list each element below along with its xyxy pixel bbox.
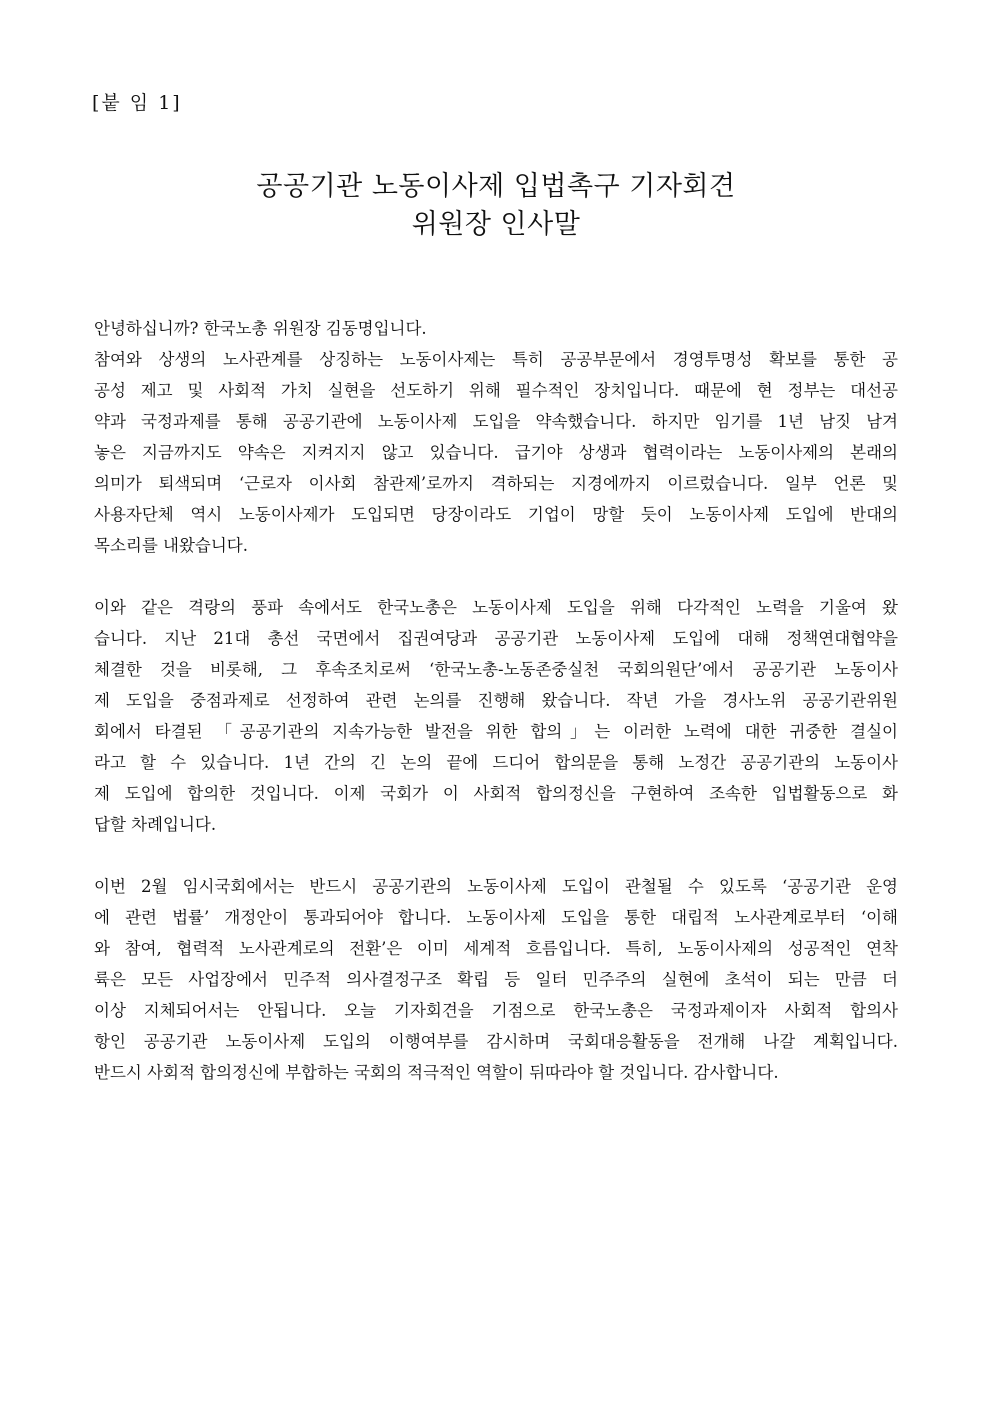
paragraph — [94, 313, 898, 561]
text-line: 에 관련 법률’ 개정안이 통과되어야 합니다. 노동이사제 도입을 통한 대립적 노사관계로부터 ‘이해 — [94, 908, 898, 927]
text-line: 륙은 모든 사업장에서 민주적 의사결정구조 확립 등 일터 민주주의 실현에 초석이 되는 만큼 더 — [94, 970, 898, 989]
text-line: 공성 제고 및 사회적 가치 실현을 선도하기 위해 필수적인 장치입니다. 때문에 현 정부는 대선공 — [94, 381, 898, 400]
text-line: 제 도입을 중점과제로 선정하여 관련 논의를 진행해 왔습니다. 작년 가을 경사노위 공공기관위원 — [94, 691, 898, 710]
text-line: 목소리를 내왔습니다. — [94, 536, 248, 555]
text-line: 항인 공공기관 노동이사제 도입의 이행여부를 감시하며 국회대응활동을 전개해 나갈 계획입니다. — [94, 1032, 898, 1051]
text-line: 답할 차례입니다. — [94, 815, 217, 834]
text-line: 놓은 지금까지도 약속은 지켜지지 않고 있습니다. 급기야 상생과 협력이라는 노동이사제의 본래의 — [94, 443, 898, 462]
text-line: 체결한 것을 비롯해, 그 후속조치로써 ‘한국노총-노동존중실천 국회의원단’에서 공공기관 노동이사 — [94, 660, 898, 679]
text-line: 이번 2월 임시국회에서는 반드시 공공기관의 노동이사제 도입이 관철될 수 있도록 ‘공공기관 운영 — [94, 877, 898, 896]
speech-body — [94, 313, 898, 1088]
text-line: 안녕하십니까? 한국노총 위원장 김동명입니다. — [94, 319, 427, 338]
attachment-label: [붙 임 1] — [92, 92, 182, 114]
text-line: 라고 할 수 있습니다. 1년 간의 긴 논의 끝에 드디어 합의문을 통해 노정간 공공기관의 노동이사 — [94, 753, 898, 772]
text-line: 사용자단체 역시 노동이사제가 도입되면 당장이라도 기업이 망할 듯이 노동이사제 도입에 반대의 — [94, 505, 898, 524]
text-line: 의미가 퇴색되며 ‘근로자 이사회 참관제’로까지 격하되는 지경에까지 이르렀습니다. 일부 언론 및 — [94, 474, 898, 493]
paragraph-gap — [94, 561, 898, 592]
text-line: 반드시 사회적 합의정신에 부합하는 국회의 적극적인 역할이 뒤따라야 할 것입니다. 감사합니다. — [94, 1063, 779, 1082]
text-line: 이와 같은 격랑의 풍파 속에서도 한국노총은 노동이사제 도입을 위해 다각적인 노력을 기울여 왔 — [94, 598, 898, 617]
text-line: 습니다. 지난 21대 총선 국면에서 집권여당과 공공기관 노동이사제 도입에 대해 정책연대협약을 — [94, 629, 898, 648]
text-line: 약과 국정과제를 통해 공공기관에 노동이사제 도입을 약속했습니다. 하지만 임기를 1년 남짓 남겨 — [94, 412, 898, 431]
text-line: 회에서 타결된 「공공기관의 지속가능한 발전을 위한 합의」는 이러한 노력에 대한 귀중한 결실이 — [94, 722, 898, 741]
text-line: 제 도입에 합의한 것입니다. 이제 국회가 이 사회적 합의정신을 구현하여 조속한 입법활동으로 화 — [94, 784, 898, 803]
paragraph — [94, 871, 898, 1088]
text-line: 참여와 상생의 노사관계를 상징하는 노동이사제는 특히 공공부문에서 경영투명성 확보를 통한 공 — [94, 350, 898, 369]
paragraph — [94, 592, 898, 840]
text-line: 와 참여, 협력적 노사관계로의 전환’은 이미 세계적 흐름입니다. 특히, 노동이사제의 성공적인 연착 — [94, 939, 898, 958]
text-line: 이상 지체되어서는 안됩니다. 오늘 기자회견을 기점으로 한국노총은 국정과제이자 사회적 합의사 — [94, 1001, 898, 1020]
document-subtitle: 위원장 인사말 — [411, 209, 581, 240]
document-title: 공공기관 노동이사제 입법촉구 기자회견 — [256, 171, 736, 202]
paragraph-gap — [94, 840, 898, 871]
